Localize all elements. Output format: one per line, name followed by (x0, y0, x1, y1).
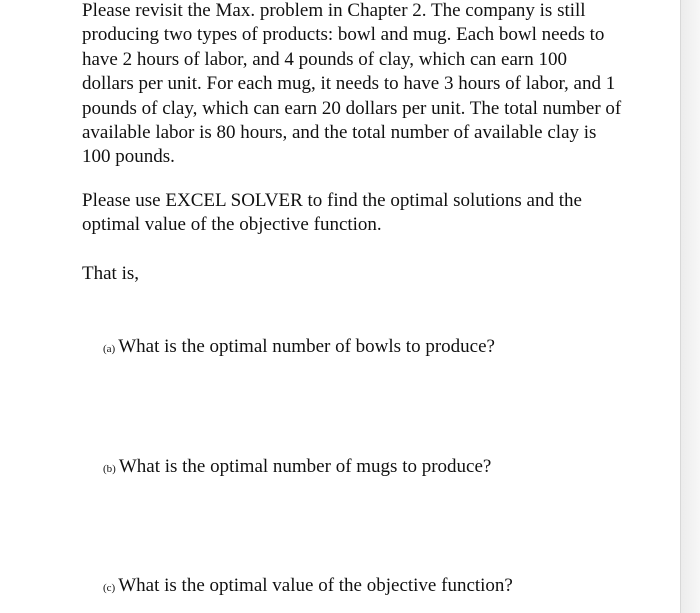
question-a (103, 335, 495, 361)
intro-paragraph: That is, (82, 263, 139, 284)
question-c (103, 574, 513, 600)
instruction-paragraph: Please use EXCEL SOLVER to find the optimal solutions and the optimal value of the objective function. (82, 190, 582, 236)
question-b-text: What is the optimal number of mugs to produce? (118, 456, 492, 477)
question-a-label: (a) (103, 343, 116, 355)
question-c-text: What is the optimal value of the objective function? (118, 575, 513, 596)
question-a-text: What is the optimal number of bowls to produce? (118, 336, 495, 357)
problem-statement-paragraph: Please revisit the Max. problem in Chapter 2. The company is still producing two types of products: bowl and mug. Each bowl needs to have 2 hours of labor, and 4 pounds of clay, which can earn 100 dollars per unit. For each mug, it needs to have 3 hours of labor, and 1 pounds of clay, which can earn 20 dollars per unit. The total number of available labor is 80 hours, and the total number of available clay is 100 pounds. (82, 0, 622, 168)
question-c-label: (c) (103, 582, 116, 594)
question-b-label: (b) (103, 463, 116, 475)
page-margin-shade (681, 0, 700, 613)
question-b (103, 455, 491, 481)
